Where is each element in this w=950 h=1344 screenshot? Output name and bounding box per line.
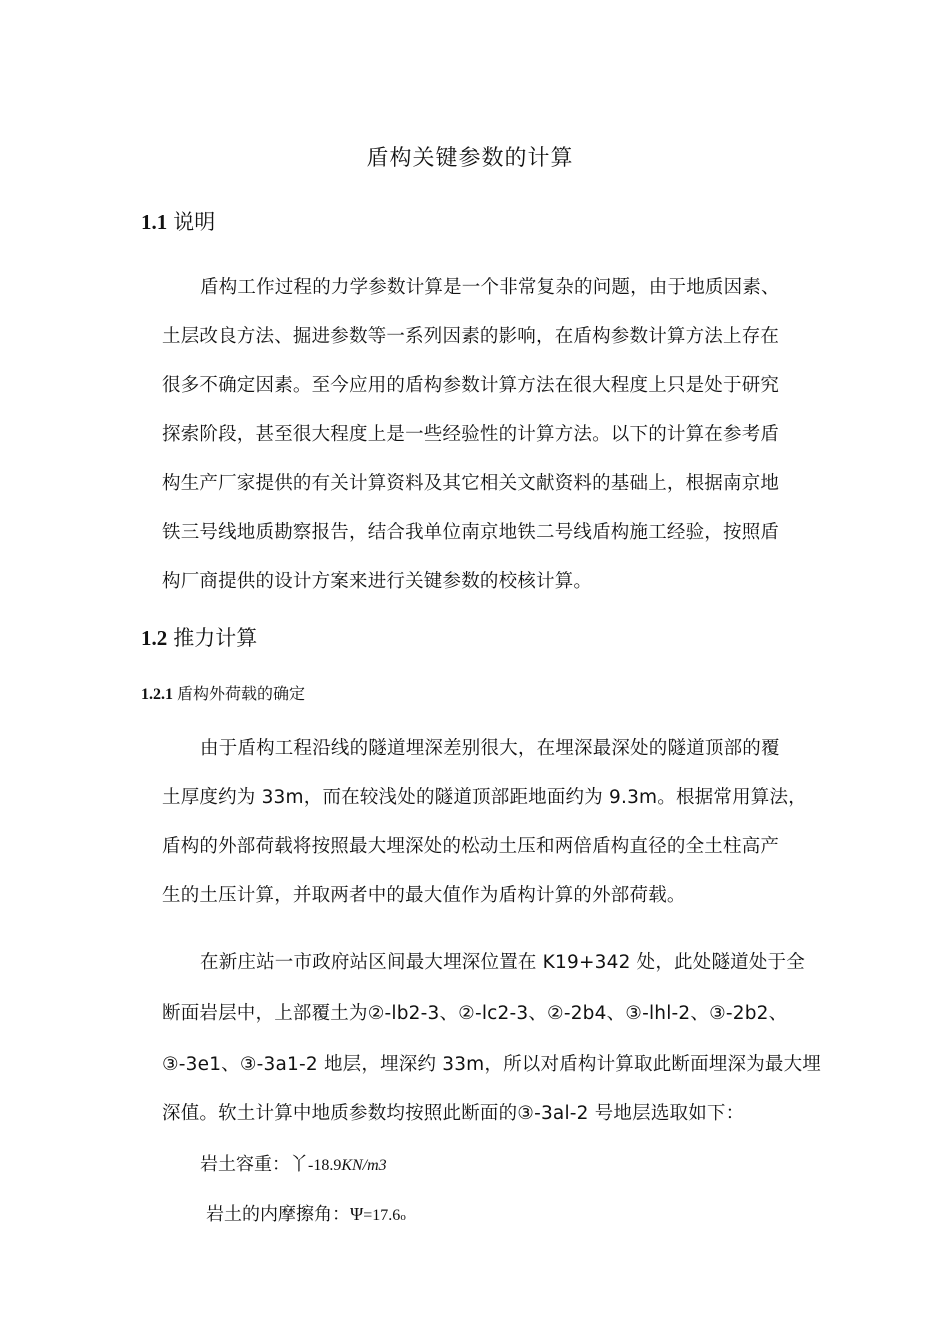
section-title: 说明 [173, 210, 216, 234]
paragraph-line: 盾构的外部荷载将按照最大埋深处的松动土压和两倍盾构直径的全土柱高产 [162, 836, 780, 857]
paragraph-line: 构厂商提供的设计方案来进行关键参数的校核计算。 [162, 571, 593, 592]
param-unit: KN/m3 [341, 1157, 387, 1174]
paragraph-line: 很多不确定因素。至今应用的盾构参数计算方法在很大程度上只是处于研究 [162, 375, 780, 396]
paragraph-line: 生的土压计算，并取两者中的最大值作为盾构计算的外部荷载。 [162, 885, 686, 906]
paragraph-line: 由于盾构工程沿线的隧道埋深差别很大，在埋深最深处的隧道顶部的覆 [200, 738, 780, 759]
param-label: 岩土的内摩擦角： [206, 1204, 350, 1225]
param-value: =17.6 [363, 1207, 401, 1224]
page-title: 盾构关键参数的计算 [366, 146, 574, 171]
paragraph-line: 土厚度约为 33m，而在较浅处的隧道顶部距地面约为 9.3m。根据常用算法， [162, 787, 807, 808]
paragraph-line: 盾构工作过程的力学参数计算是一个非常复杂的问题，由于地质因素、 [200, 277, 780, 298]
param-friction-angle [206, 1200, 406, 1226]
section-heading-1-2 [141, 622, 257, 652]
param-unit-weight [200, 1150, 387, 1176]
param-unit: o [400, 1211, 406, 1223]
section-title: 盾构外荷载的确定 [177, 684, 306, 703]
param-value: -18.9 [308, 1157, 342, 1174]
paragraph-line: 构生产厂家提供的有关计算资料及其它相关文献资料的基础上，根据南京地 [162, 473, 780, 494]
paragraph-line: 深值。软土计算中地质参数均按照此断面的③-3al-2 号地层选取如下： [162, 1103, 745, 1124]
param-label: 岩土容重： [200, 1154, 290, 1175]
section-title: 推力计算 [173, 626, 258, 650]
paragraph-line: 断面岩层中，上部覆土为②-lb2-3、②-lc2-3、②-2b4、③-lhl-2、③-2b2、 [162, 1003, 788, 1024]
paragraph-line: 探索阶段，甚至很大程度上是一些经验性的计算方法。以下的计算在参考盾 [162, 424, 780, 445]
section-heading-1-1 [141, 206, 215, 236]
paragraph-line: 土层改良方法、掘进参数等一系列因素的影响，在盾构参数计算方法上存在 [162, 326, 780, 347]
param-symbol: Ψ [350, 1204, 364, 1224]
section-number: 1.2.1 [141, 686, 173, 703]
param-symbol: 丫 [290, 1154, 308, 1174]
paragraph-line: 铁三号线地质勘察报告，结合我单位南京地铁二号线盾构施工经验，按照盾 [162, 522, 780, 543]
paragraph-line: ③-3e1、③-3a1-2 地层，埋深约 33m，所以对盾构计算取此断面埋深为最大埋 [162, 1054, 821, 1075]
section-heading-1-2-1 [141, 681, 305, 704]
section-number: 1.2 [141, 626, 168, 650]
section-number: 1.1 [141, 210, 168, 234]
paragraph-line: 在新庄站一市政府站区间最大埋深位置在 K19+342 处，此处隧道处于全 [200, 952, 805, 973]
